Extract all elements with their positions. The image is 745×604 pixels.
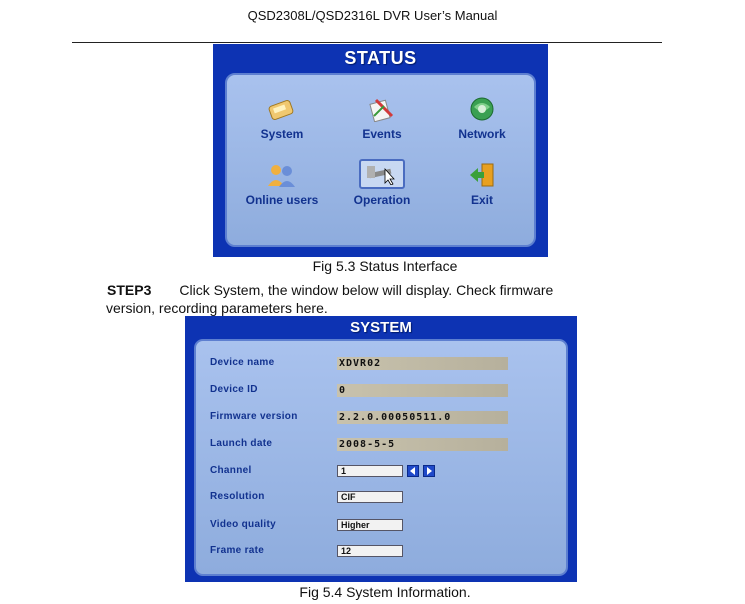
network-icon bbox=[465, 95, 499, 123]
step-text-line-1: Click System, the window below will display. Check firmware bbox=[179, 282, 554, 298]
status-item-label: Exit bbox=[470, 193, 493, 207]
field-label: Device ID bbox=[210, 384, 258, 395]
status-item-label: Online users bbox=[245, 193, 319, 207]
arrow-right-icon bbox=[424, 466, 434, 476]
video-quality-value: Higher bbox=[337, 519, 403, 531]
figure-caption-5-4: Fig 5.4 System Information. bbox=[299, 584, 471, 600]
field-value: 2008-5-5 bbox=[339, 439, 396, 450]
status-item-exit[interactable] bbox=[437, 161, 527, 207]
arrow-left-icon bbox=[408, 466, 418, 476]
status-item-label: Network bbox=[458, 127, 506, 141]
field-label: Video quality bbox=[210, 519, 276, 530]
field-label: Device name bbox=[210, 357, 275, 368]
system-window bbox=[185, 316, 577, 582]
system-panel bbox=[194, 339, 568, 576]
channel-prev-button[interactable] bbox=[407, 465, 419, 477]
channel-next-button[interactable] bbox=[423, 465, 435, 477]
system-title: SYSTEM bbox=[350, 319, 412, 336]
frame-rate-value: 12 bbox=[337, 545, 403, 557]
step-label: STEP3 bbox=[107, 282, 152, 298]
field-value: 2.2.0.00050511.0 bbox=[339, 412, 452, 423]
field-value: XDVR02 bbox=[339, 358, 382, 369]
field-label: Resolution bbox=[210, 491, 265, 502]
status-item-label: Events bbox=[362, 127, 402, 141]
events-icon bbox=[365, 95, 399, 123]
resolution-value: CIF bbox=[337, 491, 403, 503]
device-name-value bbox=[337, 357, 508, 370]
channel-select[interactable]: 1 bbox=[337, 465, 403, 477]
field-label: Channel bbox=[210, 465, 252, 476]
online-users-icon bbox=[265, 161, 299, 189]
operation-icon bbox=[359, 159, 405, 189]
status-item-network[interactable] bbox=[437, 95, 527, 141]
launch-date-value bbox=[337, 438, 508, 451]
status-window bbox=[213, 44, 548, 257]
exit-icon bbox=[465, 161, 499, 189]
step-text-line-2: version, recording parameters here. bbox=[106, 300, 328, 316]
system-icon bbox=[265, 95, 299, 123]
field-label: Launch date bbox=[210, 438, 273, 449]
status-item-operation[interactable] bbox=[337, 161, 427, 207]
header-rule bbox=[72, 42, 662, 43]
step-paragraph bbox=[107, 281, 667, 317]
status-item-label: System bbox=[260, 127, 304, 141]
status-item-online-users[interactable] bbox=[237, 161, 327, 207]
field-label: Firmware version bbox=[210, 411, 298, 422]
status-title: STATUS bbox=[344, 48, 417, 68]
status-item-label: Operation bbox=[353, 193, 411, 207]
field-value: 0 bbox=[339, 385, 347, 396]
status-item-events[interactable] bbox=[337, 95, 427, 141]
status-item-system[interactable] bbox=[237, 95, 327, 141]
figure-caption-5-3: Fig 5.3 Status Interface bbox=[312, 258, 458, 274]
field-label: Frame rate bbox=[210, 545, 265, 556]
device-id-value bbox=[337, 384, 508, 397]
manual-header: QSD2308L/QSD2316L DVR User’s Manual bbox=[247, 8, 498, 23]
firmware-version-value bbox=[337, 411, 508, 424]
status-panel bbox=[225, 73, 536, 247]
